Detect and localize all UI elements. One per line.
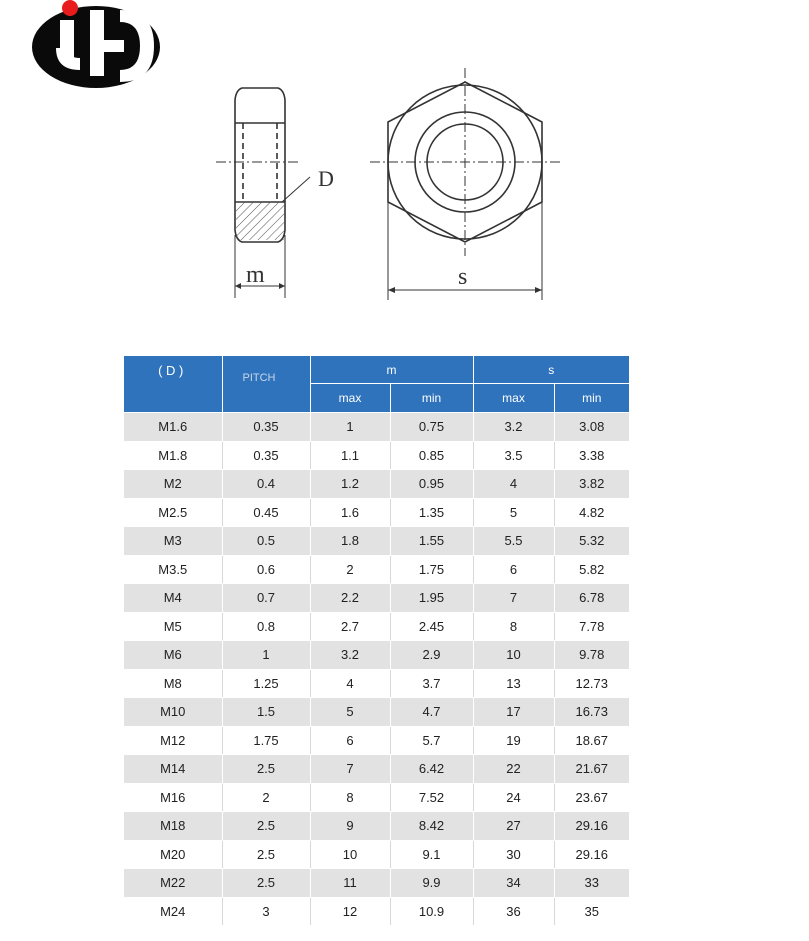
table-row [124,669,629,698]
table-body [124,413,629,926]
pitch-cell: 2.5 [222,869,310,898]
pitch-cell: 0.6 [222,555,310,584]
s-min-cell: 16.73 [554,698,629,727]
table-row [124,812,629,841]
m-min-cell: 2.9 [390,641,473,670]
s-max-cell: 6 [473,555,554,584]
pitch-cell: 0.7 [222,584,310,613]
header-pitch: PITCH [222,356,310,413]
table-row [124,755,629,784]
pitch-cell: 2.5 [222,755,310,784]
header-d: ( D ) [124,356,222,413]
size-cell: M1.6 [124,413,222,442]
label-s: s [458,264,468,290]
label-d: D [318,166,334,191]
table-row [124,869,629,898]
m-min-cell: 9.1 [390,840,473,869]
s-max-cell: 3.2 [473,413,554,442]
company-logo [28,0,168,92]
s-min-cell: 9.78 [554,641,629,670]
size-cell: M3 [124,527,222,556]
s-max-cell: 4 [473,470,554,499]
m-min-cell: 1.75 [390,555,473,584]
s-max-cell: 5.5 [473,527,554,556]
s-max-cell: 27 [473,812,554,841]
pitch-cell: 3 [222,897,310,926]
table-row [124,840,629,869]
label-m: m [246,262,265,288]
table-row [124,470,629,499]
m-min-cell: 1.35 [390,498,473,527]
size-cell: M6 [124,641,222,670]
size-cell: M22 [124,869,222,898]
m-max-cell: 7 [310,755,390,784]
header-m-max: max [310,384,390,413]
size-cell: M8 [124,669,222,698]
s-max-cell: 34 [473,869,554,898]
s-max-cell: 13 [473,669,554,698]
size-cell: M20 [124,840,222,869]
table-row [124,498,629,527]
table-row [124,441,629,470]
pitch-cell: 1.75 [222,726,310,755]
m-min-cell: 0.95 [390,470,473,499]
m-min-cell: 8.42 [390,812,473,841]
pitch-cell: 2.5 [222,840,310,869]
header-m: m [310,356,473,384]
s-min-cell: 12.73 [554,669,629,698]
size-cell: M24 [124,897,222,926]
table-row [124,897,629,926]
m-max-cell: 11 [310,869,390,898]
m-max-cell: 12 [310,897,390,926]
table-row [124,698,629,727]
pitch-cell: 1.5 [222,698,310,727]
s-max-cell: 5 [473,498,554,527]
pitch-cell: 0.8 [222,612,310,641]
m-min-cell: 9.9 [390,869,473,898]
m-max-cell: 2.2 [310,584,390,613]
table-row [124,641,629,670]
m-max-cell: 2.7 [310,612,390,641]
s-min-cell: 3.82 [554,470,629,499]
s-max-cell: 17 [473,698,554,727]
size-cell: M4 [124,584,222,613]
pitch-cell: 0.45 [222,498,310,527]
s-max-cell: 24 [473,783,554,812]
s-min-cell: 33 [554,869,629,898]
pitch-cell: 2 [222,783,310,812]
s-min-cell: 18.67 [554,726,629,755]
s-min-cell: 23.67 [554,783,629,812]
m-min-cell: 3.7 [390,669,473,698]
table-row [124,527,629,556]
s-max-cell: 36 [473,897,554,926]
s-min-cell: 6.78 [554,584,629,613]
size-cell: M10 [124,698,222,727]
s-max-cell: 3.5 [473,441,554,470]
s-min-cell: 29.16 [554,812,629,841]
m-max-cell: 3.2 [310,641,390,670]
s-min-cell: 3.38 [554,441,629,470]
size-cell: M5 [124,612,222,641]
m-max-cell: 1.6 [310,498,390,527]
header-s-max: max [473,384,554,413]
s-min-cell: 35 [554,897,629,926]
m-max-cell: 5 [310,698,390,727]
s-max-cell: 22 [473,755,554,784]
s-max-cell: 30 [473,840,554,869]
m-min-cell: 1.95 [390,584,473,613]
table-row [124,612,629,641]
size-cell: M12 [124,726,222,755]
s-min-cell: 7.78 [554,612,629,641]
size-cell: M16 [124,783,222,812]
m-min-cell: 4.7 [390,698,473,727]
m-max-cell: 1 [310,413,390,442]
m-min-cell: 5.7 [390,726,473,755]
pitch-cell: 0.4 [222,470,310,499]
pitch-cell: 2.5 [222,812,310,841]
m-min-cell: 6.42 [390,755,473,784]
table-row [124,555,629,584]
table-row [124,726,629,755]
m-max-cell: 6 [310,726,390,755]
pitch-cell: 0.35 [222,441,310,470]
m-min-cell: 0.75 [390,413,473,442]
nut-dimension-table [124,356,629,926]
s-min-cell: 5.32 [554,527,629,556]
m-max-cell: 8 [310,783,390,812]
s-max-cell: 7 [473,584,554,613]
s-min-cell: 29.16 [554,840,629,869]
pitch-cell: 0.35 [222,413,310,442]
m-max-cell: 1.2 [310,470,390,499]
pitch-cell: 1 [222,641,310,670]
hex-nut-technical-drawing [200,60,580,310]
table-row [124,413,629,442]
s-max-cell: 10 [473,641,554,670]
size-cell: M14 [124,755,222,784]
size-cell: M1.8 [124,441,222,470]
m-min-cell: 1.55 [390,527,473,556]
header-s-min: min [554,384,629,413]
m-min-cell: 2.45 [390,612,473,641]
m-max-cell: 10 [310,840,390,869]
size-cell: M3.5 [124,555,222,584]
size-cell: M2.5 [124,498,222,527]
s-min-cell: 3.08 [554,413,629,442]
s-min-cell: 21.67 [554,755,629,784]
m-max-cell: 9 [310,812,390,841]
m-max-cell: 1.8 [310,527,390,556]
header-s: s [473,356,629,384]
size-cell: M18 [124,812,222,841]
m-min-cell: 0.85 [390,441,473,470]
m-min-cell: 10.9 [390,897,473,926]
s-max-cell: 8 [473,612,554,641]
pitch-cell: 0.5 [222,527,310,556]
table-row [124,783,629,812]
s-max-cell: 19 [473,726,554,755]
header-m-min: min [390,384,473,413]
m-max-cell: 4 [310,669,390,698]
m-max-cell: 2 [310,555,390,584]
size-cell: M2 [124,470,222,499]
m-max-cell: 1.1 [310,441,390,470]
s-min-cell: 4.82 [554,498,629,527]
pitch-cell: 1.25 [222,669,310,698]
table-row [124,584,629,613]
m-min-cell: 7.52 [390,783,473,812]
s-min-cell: 5.82 [554,555,629,584]
